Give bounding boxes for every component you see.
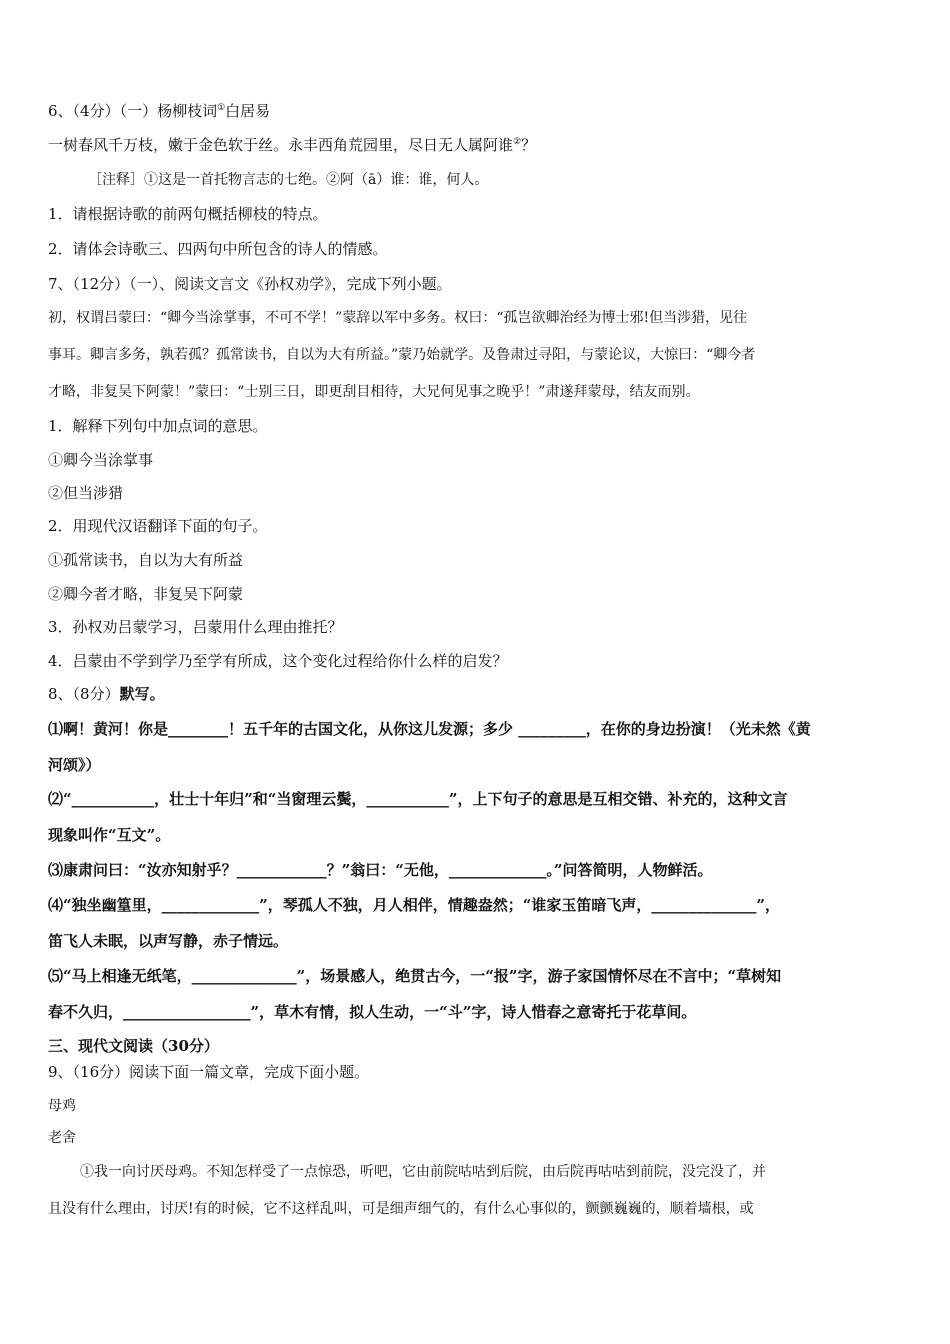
q8-header-bold: 默写。 [119, 685, 165, 703]
q9-para1-line2: 且没有什么理由，讨厌!有的时候，它不这样乱叫，可是细声细气的，有什么心事似的，颤颤巍巍的，顺着墙根，或 [48, 1201, 754, 1217]
q7-sub1-b: ②但当涉猎 [48, 484, 124, 502]
q8-item4-line2: 笛飞人未眠，以声写静，赤子情远。 [48, 932, 289, 950]
q7-header: 7、（12分）（一）、阅读文言文《孙权劝学》，完成下列小题。 [48, 275, 452, 293]
q8-item5-line1: ⑸“马上相逢无纸笔，______________”，场景感人，绝贯古今，一“报”字，游子家国情怀尽在不言中；“草树知 [48, 967, 782, 985]
q9-para1-line1: ①我一向讨厌母鸡。不知怎样受了一点惊恐，听吧，它由前院咕咕到后院，由后院再咕咕到前院，没完没了，并 [80, 1164, 766, 1180]
q9-article-title: 母鸡 [48, 1098, 76, 1114]
q8-header [48, 684, 165, 704]
q8-item5-line2: 春不久归，_________________”，草木有情，拟人生动，一“斗”字，诗人惜春之意寄托于花草间。 [48, 1003, 697, 1021]
q7-sub1-a: ①卿今当涂掌事 [48, 451, 154, 469]
q8-item4-line1: ⑷“独坐幽篁里，_____________”，琴孤人不独，月人相伴，情趣盎然；“谁家玉笛暗飞声，______________”， [48, 896, 781, 914]
q7-sub3: 3．孙权劝吕蒙学习，吕蒙用什么理由推托？ [48, 618, 343, 636]
q8-item1-line2: 河颂》） [48, 756, 101, 774]
q6-header-author: 白居易 [225, 102, 271, 120]
q6-header-text: 6、（4分）（一）杨柳枝词 [48, 102, 218, 120]
q6-sub2: 2．请体会诗歌三、四两句中所包含的诗人的情感。 [48, 240, 388, 258]
q9-article-author: 老舍 [48, 1130, 76, 1146]
q8-item2-line2: 现象叫作“互文”。 [48, 826, 171, 844]
q9-header: 9、（16分）阅读下面一篇文章，完成下面小题。 [48, 1063, 370, 1081]
q7-sub4: 4．吕蒙由不学到学乃至学有所成，这个变化过程给你什么样的启发？ [48, 652, 508, 670]
q7-sub2: 2．用现代汉语翻译下面的句子。 [48, 517, 268, 535]
q6-footnote-mark-1: ① [217, 103, 226, 113]
q6-poem-text: 一树春风千万枝，嫩于金色软于丝。永丰西角荒园里，尽日无人属阿谁 [48, 136, 514, 154]
q8-item2-line1: ⑵“___________，壮士十年归”和“当窗理云鬓，___________”，上下句子的意思是互相交错、补充的，这种文言 [48, 790, 788, 808]
q7-passage-line2: 事耳。卿言多务，孰若孤？孤常读书，自以为大有所益。”蒙乃始就学。及鲁肃过寻阳，与蒙论议，大惊曰：“卿今者 [48, 347, 756, 363]
q8-item1-line1: ⑴啊！黄河！你是________！五千年的古国文化，从你这儿发源；多少 _________，在你的身边扮演！（光未然《黄 [48, 720, 811, 738]
q6-note: ［注释］①这是一首托物言志的七绝。②阿（ā）谁：谁，何人。 [88, 172, 489, 188]
q6-sub1: 1．请根据诗歌的前两句概括柳枝的特点。 [48, 205, 328, 223]
q6-poem-end: ？ [521, 136, 537, 154]
q7-sub2-a: ①孤常读书，自以为大有所益 [48, 551, 244, 569]
q6-poem [48, 135, 536, 155]
q7-passage-line1: 初，权谓吕蒙曰：“卿今当涂掌事，不可不学！”蒙辞以军中多务。权曰：“孤岂欲卿治经为博士邪!但当涉猎，见往 [48, 310, 748, 326]
q7-sub1: 1．解释下列句中加点词的意思。 [48, 417, 268, 435]
q8-header-prefix: 8、（8分） [48, 685, 120, 703]
section3-title: 三、现代文阅读（30分） [48, 1037, 219, 1055]
q7-sub2-b: ②卿今者才略，非复吴下阿蒙 [48, 585, 244, 603]
q6-footnote-mark-2: ② [513, 137, 522, 147]
q8-item3: ⑶康肃问曰：“汝亦知射乎？____________？”翁曰：“无他，_____________。”问答简明，人物鲜活。 [48, 861, 713, 879]
q6-header [48, 101, 270, 121]
q7-passage-line3: 才略，非复吴下阿蒙！”蒙曰：“士别三日，即更刮目相待，大兄何见事之晚乎！”肃遂拜蒙母，结友而别。 [48, 384, 700, 400]
